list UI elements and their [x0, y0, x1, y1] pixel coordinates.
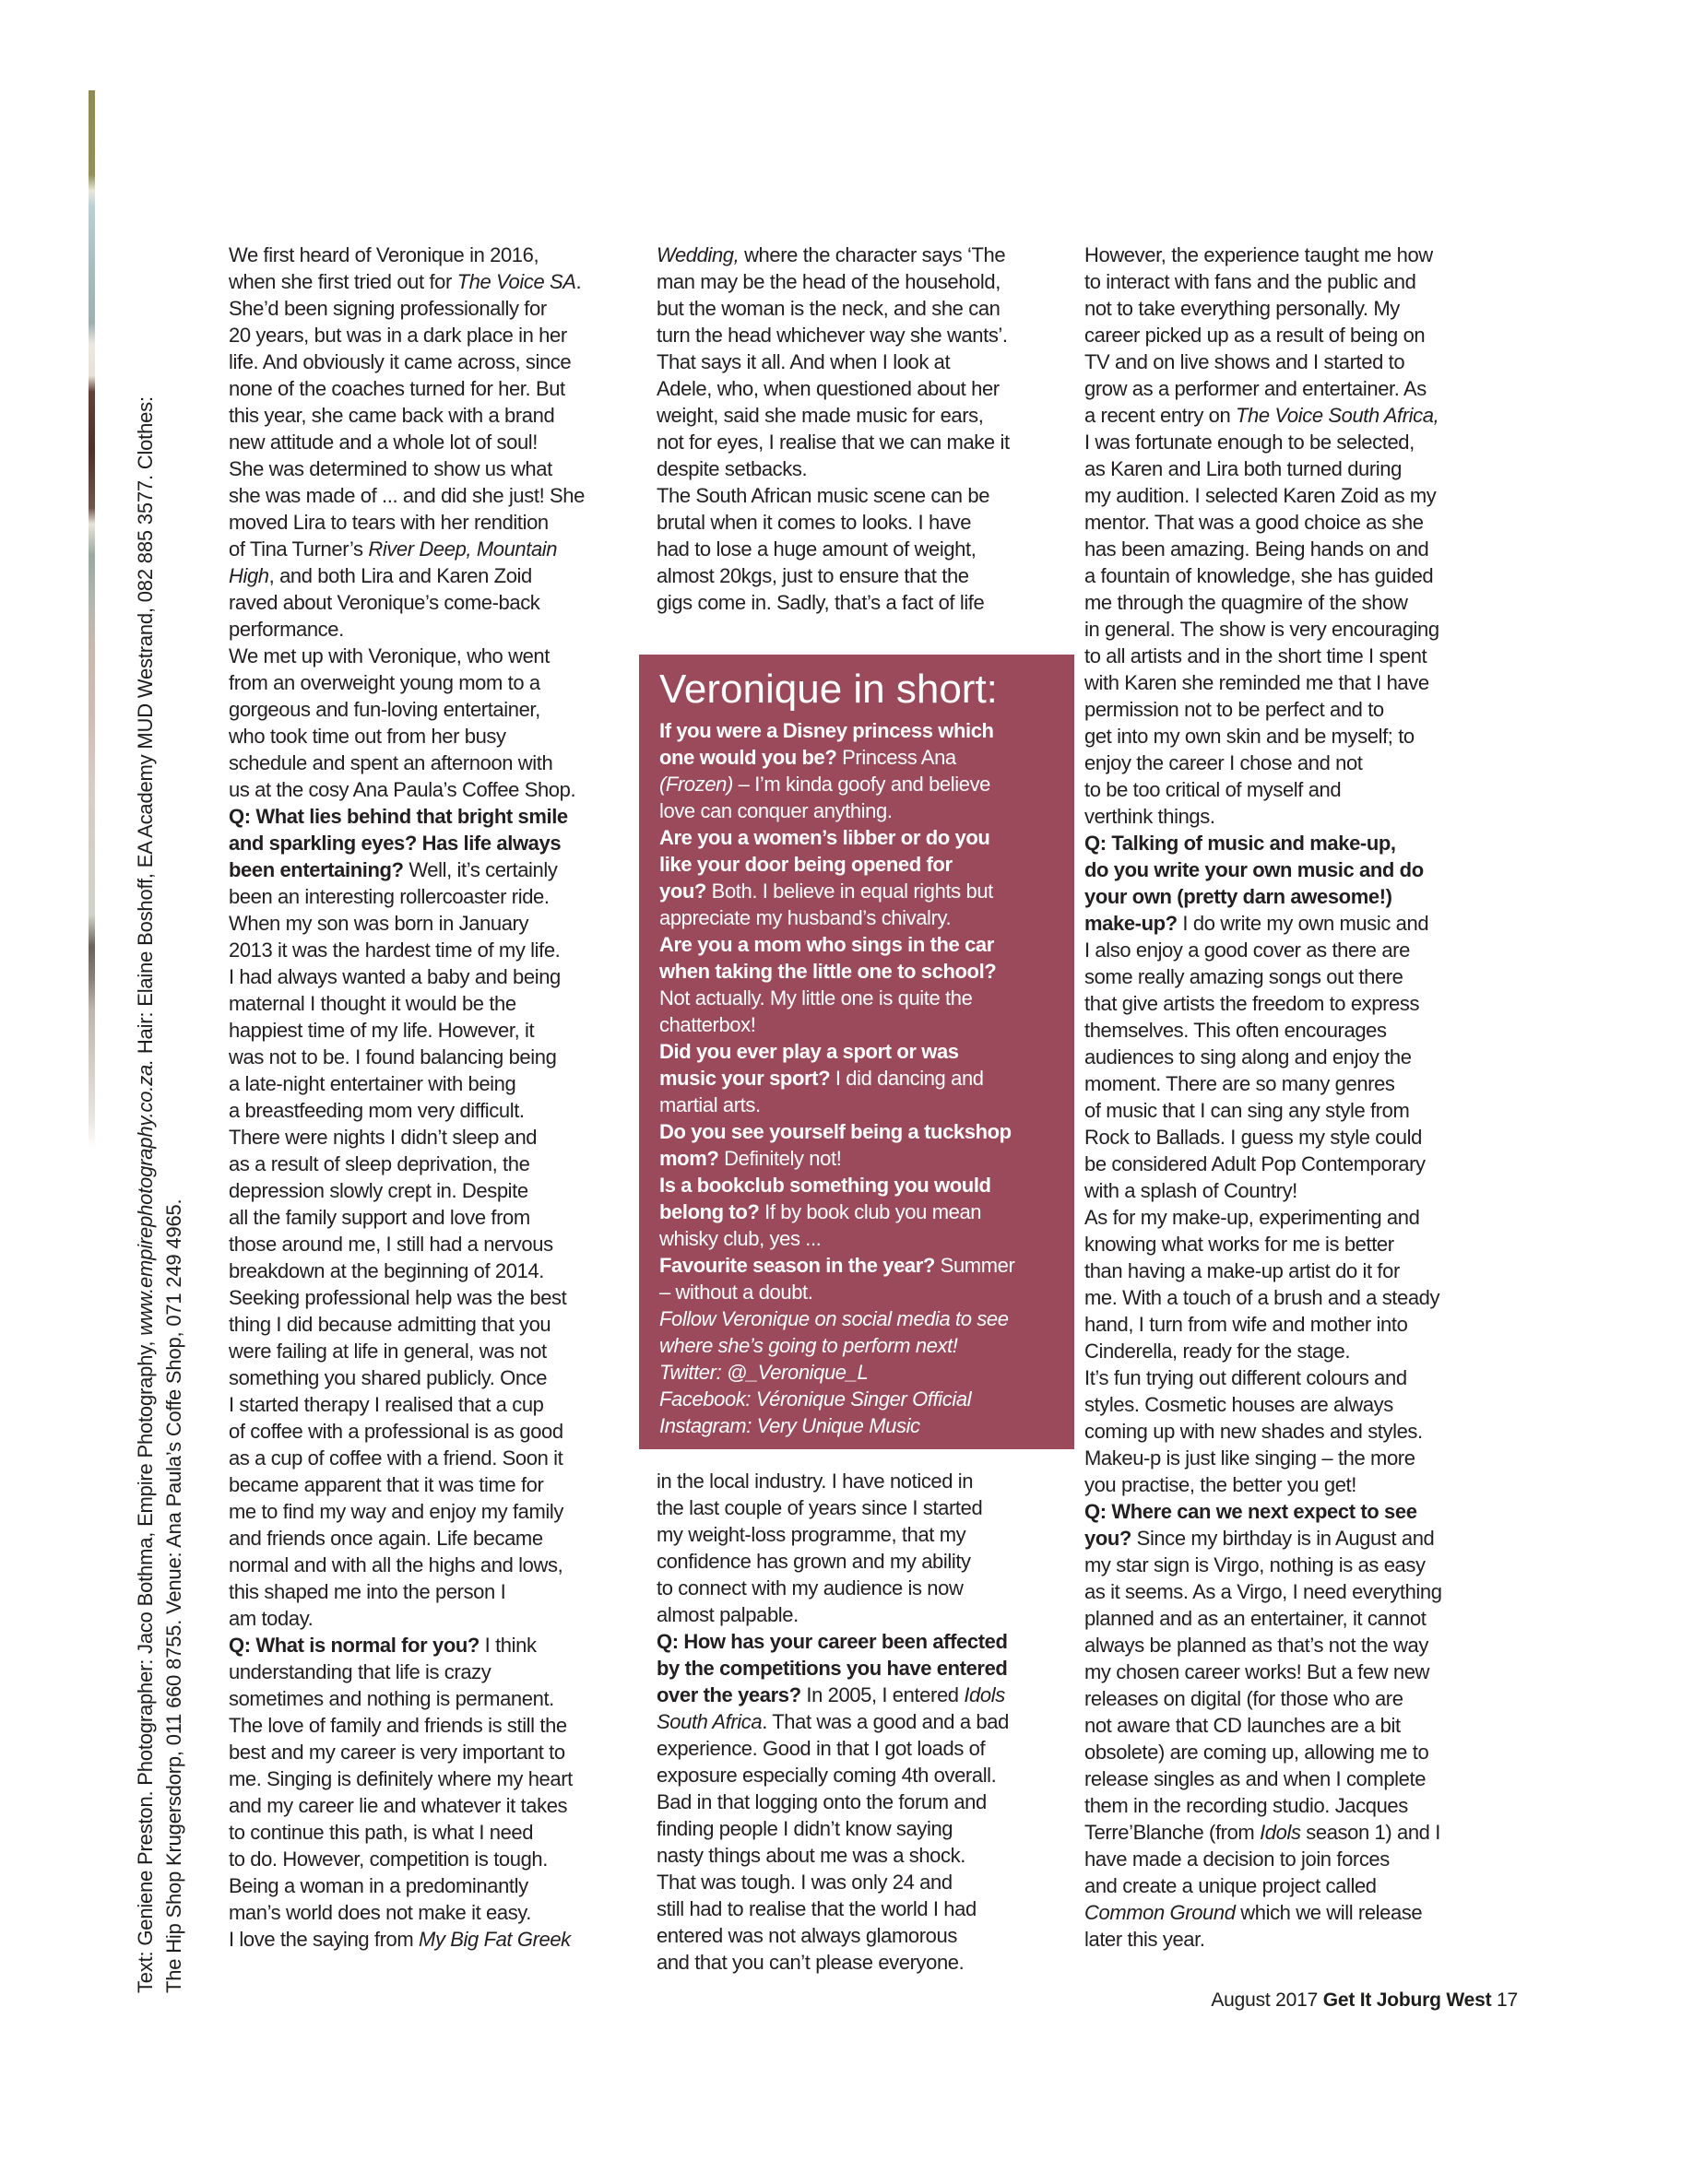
text-line: She’d been signing professionally for [229, 297, 547, 320]
photo-edge-strip [89, 90, 95, 1148]
text-line: Bad in that logging onto the forum and [657, 1790, 987, 1813]
text-line: hand, I turn from wife and mother into [1084, 1313, 1408, 1336]
text-line: still had to realise that the world I had [657, 1897, 977, 1920]
text-line: Q: What lies behind that bright smile [229, 805, 568, 828]
text-line: Makeu-p is just like singing – the more [1084, 1446, 1415, 1470]
text-line: understanding that life is crazy [229, 1660, 491, 1683]
text-line: and friends once again. Life became [229, 1527, 543, 1550]
text-line: 2013 it was the hardest time of my life. [229, 939, 561, 962]
text-line: 20 years, but was in a dark place in her [229, 324, 567, 347]
text-line: enjoy the career I chose and not [1084, 751, 1363, 774]
text-line: As for my make-up, experimenting and [1084, 1206, 1420, 1229]
text-line: grow as a performer and entertainer. As [1084, 377, 1427, 400]
text-line: of coffee with a professional is as good [229, 1420, 563, 1443]
text-line: martial arts. [659, 1093, 761, 1116]
text-line: them in the recording studio. Jacques [1084, 1794, 1408, 1817]
text-line: Are you a women’s libber or do you [659, 826, 990, 849]
text-line: Facebook: Véronique Singer Official [659, 1387, 972, 1411]
text-line: themselves. This often encourages [1084, 1019, 1387, 1042]
text-line: brutal when it comes to looks. I have [657, 511, 972, 534]
text-line: me through the quagmire of the show [1084, 591, 1408, 614]
text-line: with a splash of Country! [1084, 1179, 1297, 1202]
text-line: to be too critical of myself and [1084, 778, 1342, 801]
text-line: We met up with Veronique, who went [229, 644, 550, 667]
text-line: Cinderella, ready for the stage. [1084, 1340, 1351, 1363]
credits-line: Text: Geniene Preston. Photographer: Jaco Bothma, Empire Photography, www.empirephotography.co.za. Hair: Elaine Boshoff, EA Academy MUD Westrand, 082 885 3577. Clothes: [134, 396, 157, 1993]
text-line: none of the coaches turned for her. But [229, 377, 565, 400]
text-line: Are you a mom who sings in the car [659, 933, 994, 956]
text-line: this year, she came back with a brand [229, 404, 555, 427]
text-line: had to lose a huge amount of weight, [657, 537, 977, 561]
text-line: in general. The show is very encouraging [1084, 618, 1439, 641]
text-line: as Karen and Lira both turned during [1084, 457, 1402, 480]
page-footer [1084, 1989, 1518, 2012]
footer-issue-date: August 2017 [1211, 1989, 1323, 2011]
text-line: this shaped me into the person I [229, 1580, 506, 1603]
text-line: some really amazing songs out there [1084, 965, 1403, 988]
text-line: to connect with my audience is now [657, 1576, 964, 1600]
text-line: and sparkling eyes? Has life always [229, 832, 562, 855]
text-line: whisky club, yes ... [659, 1227, 822, 1250]
text-line: but the woman is the neck, and she can [657, 297, 1001, 320]
veronique-in-short-box [639, 655, 1074, 1449]
text-line: than having a make-up artist do it for [1084, 1259, 1400, 1282]
text-line: have made a decision to join forces [1084, 1848, 1390, 1871]
text-line: There were nights I didn’t sleep and [229, 1126, 538, 1149]
text-line: verthink things. [1084, 805, 1215, 828]
text-line: Q: Where can we next expect to see [1084, 1500, 1417, 1523]
text-line: me. With a touch of a brush and a steady [1084, 1286, 1440, 1309]
text-line: despite setbacks. [657, 457, 808, 480]
text-line: to do. However, competition is tough. [229, 1848, 548, 1871]
text-line: belong to? If by book club you mean [659, 1200, 982, 1223]
text-line: from an overweight young mom to a [229, 671, 540, 694]
text-line: Follow Veronique on social media to see [659, 1307, 1009, 1330]
text-line: sometimes and nothing is permanent. [229, 1687, 554, 1710]
text-line: was not to be. I found balancing being [229, 1045, 557, 1068]
footer-page-number: 17 [1491, 1989, 1518, 2011]
text-line: (Frozen) – I’m kinda goofy and believe [659, 773, 991, 796]
text-line: We first heard of Veronique in 2016, [229, 243, 539, 266]
article-column-2-upper [657, 242, 1048, 616]
text-line: get into my own skin and be myself; to [1084, 725, 1415, 748]
text-line: coming up with new shades and styles. [1084, 1420, 1423, 1443]
text-line: Not actually. My little one is quite the [659, 986, 973, 1009]
text-line: Do you see yourself being a tuckshop [659, 1120, 1012, 1143]
text-line: in the local industry. I have noticed in [657, 1470, 974, 1493]
text-line: thing I did because admitting that you [229, 1313, 551, 1336]
text-line: us at the cosy Ana Paula’s Coffee Shop. [229, 778, 576, 801]
text-line: a breastfeeding mom very difficult. [229, 1099, 525, 1122]
text-line: That was tough. I was only 24 and [657, 1871, 953, 1894]
text-line: Did you ever play a sport or was [659, 1040, 959, 1063]
text-line: depression slowly crept in. Despite [229, 1179, 528, 1202]
text-line: Q: Talking of music and make-up, [1084, 832, 1396, 855]
text-line: best and my career is very important to [229, 1741, 565, 1764]
article-column-3 [1084, 242, 1475, 1953]
text-line: music your sport? I did dancing and [659, 1067, 984, 1090]
credits-line: The Hip Shop Krugersdorp, 011 660 8755. Venue: Ana Paula’s Coffe Shop, 071 249 4965. [162, 1198, 185, 1993]
text-line: nasty things about me was a shock. [657, 1844, 965, 1867]
text-line: planned and as an entertainer, it cannot [1084, 1607, 1427, 1630]
text-line: TV and on live shows and I started to [1084, 350, 1405, 373]
text-line: exposure especially coming 4th overall. [657, 1764, 997, 1787]
text-line: Q: How has your career been affected [657, 1630, 1008, 1653]
text-line: Q: What is normal for you? I think [229, 1634, 537, 1657]
text-line: release singles as and when I complete [1084, 1767, 1427, 1790]
text-line: something you shared publicly. Once [229, 1366, 548, 1389]
text-line: new attitude and a whole lot of soul! [229, 431, 538, 454]
text-line: became apparent that it was time for [229, 1473, 544, 1496]
text-line: and my career lie and whatever it takes [229, 1794, 568, 1817]
text-line: Terre’Blanche (from Idols season 1) and I [1084, 1821, 1440, 1844]
text-line: weight, said she made music for ears, [657, 404, 984, 427]
text-line: – without a doubt. [659, 1281, 813, 1304]
text-line: happiest time of my life. However, it [229, 1019, 535, 1042]
text-line: to all artists and in the short time I spent [1084, 644, 1427, 667]
text-line: all the family support and love from [229, 1206, 530, 1229]
text-line: my audition. I selected Karen Zoid as my [1084, 484, 1437, 507]
text-line: were failing at life in general, was not [229, 1340, 547, 1363]
text-line: audiences to sing along and enjoy the [1084, 1045, 1412, 1068]
text-line: over the years? In 2005, I entered Idols [657, 1683, 1005, 1706]
text-line: make-up? I do write my own music and [1084, 912, 1429, 935]
text-line: been entertaining? Well, it’s certainly [229, 858, 558, 881]
text-line: a recent entry on The Voice South Africa, [1084, 404, 1439, 427]
text-line: I also enjoy a good cover as there are [1084, 939, 1410, 962]
text-line: moment. There are so many genres [1084, 1072, 1395, 1095]
text-line: normal and with all the highs and lows, [229, 1553, 563, 1576]
text-line: Twitter: @_Veronique_L [659, 1361, 869, 1384]
text-line: those around me, I still had a nervous [229, 1233, 553, 1256]
text-line: not for eyes, I realise that we can make it [657, 431, 1010, 454]
text-line: of music that I can sing any style from [1084, 1099, 1410, 1122]
box-title: Veronique in short: [659, 667, 998, 712]
text-line: as a cup of coffee with a friend. Soon it [229, 1446, 563, 1470]
text-line: breakdown at the beginning of 2014. [229, 1259, 544, 1282]
text-line: knowing what works for me is better [1084, 1233, 1394, 1256]
text-line: Being a woman in a predominantly [229, 1874, 528, 1897]
text-line: when taking the little one to school? [659, 960, 997, 983]
text-line: with Karen she reminded me that I have [1084, 671, 1429, 694]
text-line: Seeking professional help was the best [229, 1286, 567, 1309]
text-line: later this year. [1084, 1928, 1205, 1951]
text-line: If you were a Disney princess which [659, 719, 994, 742]
text-line: raved about Veronique’s come-back [229, 591, 540, 614]
credits-vertical-text [131, 242, 188, 1993]
text-line: When my son was born in January [229, 912, 529, 935]
text-line: mom? Definitely not! [659, 1147, 842, 1170]
text-line: releases on digital (for those who are [1084, 1687, 1403, 1710]
text-line: schedule and spent an afternoon with [229, 751, 553, 774]
text-line: Instagram: Very Unique Music [659, 1414, 920, 1437]
text-line: man’s world does not make it easy. [229, 1901, 531, 1924]
text-line: styles. Cosmetic houses are always [1084, 1393, 1393, 1416]
text-line: life. And obviously it came across, since [229, 350, 572, 373]
text-line: Is a bookclub something you would [659, 1174, 991, 1197]
text-line: I love the saying from My Big Fat Greek [229, 1928, 571, 1951]
text-line: by the competitions you have entered [657, 1657, 1008, 1680]
text-line: your own (pretty darn awesome!) [1084, 885, 1392, 908]
text-line: you? Both. I believe in equal rights but [659, 880, 993, 903]
text-line: a fountain of knowledge, she has guided [1084, 564, 1434, 587]
text-line: I started therapy I realised that a cup [229, 1393, 544, 1416]
text-line: That says it all. And when I look at [657, 350, 951, 373]
text-line: High, and both Lira and Karen Zoid [229, 564, 532, 587]
text-line: finding people I didn’t know saying [657, 1817, 953, 1840]
text-line: gigs come in. Sadly, that’s a fact of life [657, 591, 985, 614]
text-line: performance. [229, 618, 344, 641]
text-line: permission not to be perfect and to [1084, 698, 1384, 721]
text-line: my star sign is Virgo, nothing is as easy [1084, 1553, 1426, 1576]
text-line: maternal I thought it would be the [229, 992, 516, 1015]
text-line: confidence has grown and my ability [657, 1550, 971, 1573]
text-line: my chosen career works! But a few new [1084, 1660, 1430, 1683]
text-line: the last couple of years since I started [657, 1496, 983, 1519]
text-line: It’s fun trying out different colours and [1084, 1366, 1407, 1389]
text-line: as it seems. As a Virgo, I need everything [1084, 1580, 1442, 1603]
text-line: The South African music scene can be [657, 484, 990, 507]
text-line: and that you can’t please everyone. [657, 1951, 965, 1974]
text-line: not aware that CD launches are a bit [1084, 1714, 1401, 1737]
text-line: man may be the head of the household, [657, 270, 1001, 293]
box-body [659, 717, 1054, 1439]
text-line: am today. [229, 1607, 314, 1630]
text-line: has been amazing. Being hands on and [1084, 537, 1429, 561]
text-line: and create a unique project called [1084, 1874, 1377, 1897]
text-line: moved Lira to tears with her rendition [229, 511, 549, 534]
text-line: chatterbox! [659, 1013, 756, 1036]
text-line: you? Since my birthday is in August and [1084, 1527, 1435, 1550]
text-line: to interact with fans and the public and [1084, 270, 1416, 293]
text-line: Common Ground which we will release [1084, 1901, 1423, 1924]
text-line: However, the experience taught me how [1084, 243, 1433, 266]
text-line: gorgeous and fun-loving entertainer, [229, 698, 540, 721]
text-line: obsolete) are coming up, allowing me to [1084, 1741, 1429, 1764]
text-line: to continue this path, is what I need [229, 1821, 534, 1844]
text-line: South Africa. That was a good and a bad [657, 1710, 1009, 1733]
text-line: me to find my way and enjoy my family [229, 1500, 564, 1523]
text-line: almost 20kgs, just to ensure that the [657, 564, 969, 587]
text-line: as a result of sleep deprivation, the [229, 1152, 530, 1175]
text-line: Rock to Ballads. I guess my style could [1084, 1126, 1422, 1149]
text-line: me. Singing is definitely where my heart [229, 1767, 573, 1790]
text-line: my weight-loss programme, that my [657, 1523, 966, 1546]
footer-publication-name: Get It Joburg West [1322, 1989, 1492, 2011]
text-line: The love of family and friends is still the [229, 1714, 567, 1737]
text-line: almost palpable. [657, 1603, 799, 1626]
text-line: who took time out from her busy [229, 725, 506, 748]
text-line: you practise, the better you get! [1084, 1473, 1356, 1496]
text-line: do you write your own music and do [1084, 858, 1424, 881]
text-line: mentor. That was a good choice as she [1084, 511, 1424, 534]
text-line: She was determined to show us what [229, 457, 552, 480]
text-line: love can conquer anything. [659, 799, 893, 822]
text-line: I had always wanted a baby and being [229, 965, 561, 988]
text-line: be considered Adult Pop Contemporary [1084, 1152, 1426, 1175]
text-line: career picked up as a result of being on [1084, 324, 1426, 347]
text-line: Wedding, where the character says ‘The [657, 243, 1006, 266]
text-line: like your door being opened for [659, 853, 953, 876]
text-line: entered was not always glamorous [657, 1924, 957, 1947]
article-column-2-lower [657, 1468, 1048, 1976]
text-line: one would you be? Princess Ana [659, 746, 956, 769]
text-line: she was made of ... and did she just! She [229, 484, 585, 507]
text-line: Favourite season in the year? Summer [659, 1254, 1015, 1277]
article-column-1 [229, 242, 620, 1953]
text-line: experience. Good in that I got loads of [657, 1737, 986, 1760]
text-line: when she first tried out for The Voice SA. [229, 270, 582, 293]
text-line: Adele, who, when questioned about her [657, 377, 1000, 400]
text-line: of Tina Turner’s River Deep, Mountain [229, 537, 558, 561]
text-line: I was fortunate enough to be selected, [1084, 431, 1415, 454]
text-line: turn the head whichever way she wants’. [657, 324, 1008, 347]
text-line: where she’s going to perform next! [659, 1334, 958, 1357]
text-line: not to take everything personally. My [1084, 297, 1400, 320]
text-line: that give artists the freedom to express [1084, 992, 1420, 1015]
text-line: a late-night entertainer with being [229, 1072, 516, 1095]
text-line: been an interesting rollercoaster ride. [229, 885, 550, 908]
text-line: always be planned as that’s not the way [1084, 1634, 1428, 1657]
text-line: appreciate my husband’s chivalry. [659, 906, 952, 929]
